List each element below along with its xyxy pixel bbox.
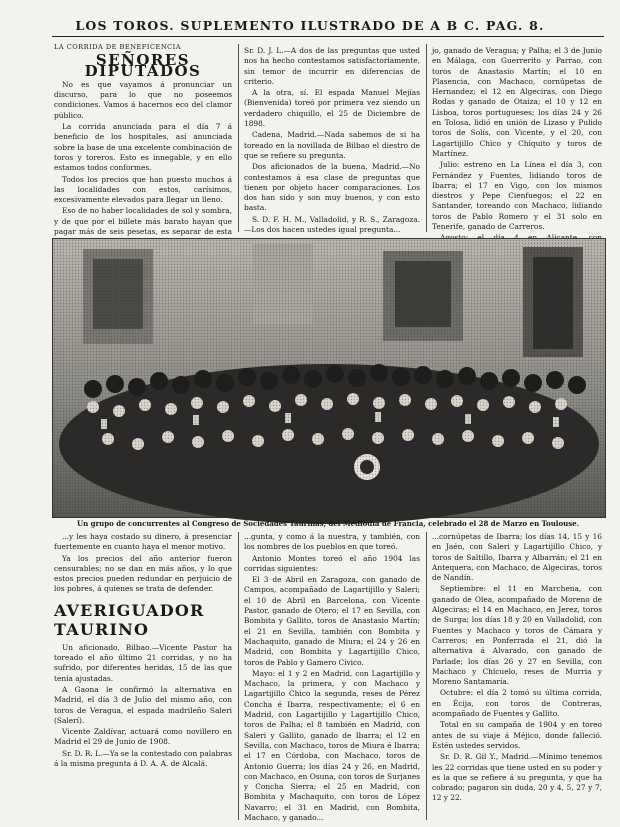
paragraph: Total en su campaña de 1904 y en toreo antes de su viaje á Méjico, donde falleció. Estén ustedes servidos.: [432, 720, 602, 750]
paragraph: Julio: estreno en La Línea el día 3, con Fernández y Fuentes, lidiando toros de Ibarra; el 17 en Vigo, con los mismos diestros y Pepe Cienfuegos; el 22 en Santander, toreando con Machaco, lidiando toros de Pablo Romero y el 31 solo en Tenerife, ganado de Carreros.: [432, 160, 602, 232]
averiguador-taurino-article: [54, 532, 232, 822]
paragraph: Septiembre: el 11 en Marchena, con ganado de Olea, acompañado de Moreno de Algeciras; el 14 en Machaco, en Jerez, toros de Surga; los días 18 y 20 en Valladolid, con Fuentes y Machaco y toros de Cámara y Carreros; en Ponferrada el 21, dió la alternativa á Alvarado, con ganado de Parlade; los días 26 y 27 en Sevilla, con Machaco y Chicuelo, reses de Murria y Moreno Santamaría.: [432, 584, 602, 687]
toreo-list-top: [432, 46, 602, 234]
paragraph: Ya los precios del año anterior fueron censurables; no se dan en más años, y lo que estos precios pueden redundar en perjuicio de los pobres, á quienes se trata de defender.: [54, 553, 232, 594]
section-label: LA CORRIDA DE BENEFICENCIA: [54, 43, 182, 51]
page-header: LOS TOROS. SUPLEMENTO ILUSTRADO DE A B C. PAG. 8.: [75, 18, 545, 33]
answer-paragraph: A Gaona le confirmó la alternativa en Madrid, el día 3 de Julio del mismo año, con toros de Veragua, el espada madrileño Saleri (Salerí).: [54, 684, 232, 725]
paragraph: No es que vayamos á pronunciar un discurso, para lo que no poseemos condiciones. Vamos á hacernos eco del clamor público.: [54, 79, 232, 120]
paragraph: Sr. D. R. Gil Y., Madrid.—Mínimo tenemos les 22 corridas que tiene usted en su poder y es la que se refiere á su pregunta, y que ha cobrado; pagaron sin duda, 20 y 4, 5, 27 y 7, 12 y 22.: [432, 752, 602, 803]
answer-paragraph: Dos aficionados de la buena, Madrid.—No contestamos á esa clase de preguntas que tienen por objeto hacer comparaciones. Los dos han sido y son muy buenos, y con esto basta.: [244, 162, 420, 213]
article-headline: AVERIGUADOR TAURINO: [54, 600, 205, 639]
column-divider: [426, 44, 427, 232]
paragraph: La corrida anunciada para el día 7 á beneficio de los hospitales, así anunciada sobre la base de una excelente combinación de toros y toreros. Esto es innegable, y en ello estamos todos conformes.: [54, 122, 232, 173]
answer-paragraph: A la otra, sí. El espada Manuel Mejías (Bienvenida) toreó por primera vez siendo un verdadero chiquillo, el 25 de Diciembre de 1898.: [244, 88, 420, 129]
paragraph: Mayo: el 1 y 2 en Madrid, con Lagartijillo y Machaco, la primera, y con Machaco y Lagartijillo Chico la segunda, reses de Pérez Concha é Ibarra, respectivamente; el 6 en Madrid, con Lagartijillo y Lagartijillo Chico, toros de Palha; el 8 también en Madrid, con Saleri y Gallito, ganado de Ibarra; el 12 en Sevilla, con Machaco, toros de Miura é Ibarra; el 17 en Córdoba, con Machaco, toros de Antonio Guerra; los días 24 y 26, en Madrid, con Machaco, en Osuna, con toros de Surjanes y Concha Sierra; el 25 en Madrid, con Bombita y Machaquito, con toros de López Navarro; el 31 en Madrid, con Bombita, Machaco, y ganado...: [244, 668, 420, 823]
answer-paragraph: Vicente Zaldívar, actuará como novillero en Madrid el 29 de Junio de 1908.: [54, 727, 232, 747]
answer-paragraph: Cadena, Madrid.—Nada sabemos de si ha toreado en la novillada de Bilbao el diestro de que se refiere su pregunta.: [244, 130, 420, 160]
answer-paragraph: Un aficionado, Bilbao.—Vicente Pastor ha toreado el año último 21 corridas, y no ha sufrido, por diferentes heridas, 15 de las que tenía ajustadas.: [54, 642, 232, 683]
paragraph: Eso de no haber localidades de sol y sombra, y de que por el billete más barato hayan que pagar más de seis pesetas, es separar de esta: [54, 206, 232, 237]
column-divider: [426, 532, 427, 820]
photo-illustration: [53, 239, 605, 517]
article-headline: SEÑORES DIPUTADOS: [84, 51, 202, 80]
article-senores-diputados: [54, 42, 232, 237]
paragraph: Todos los precios que han puesto muchos á las localidades con estos, carísimos, excesivamente elevados para llegar un lleno.: [54, 174, 232, 205]
paragraph: ...y les haya costado su dinero, á presenciar fuertemente en cuanto haya el menor motivo.: [54, 532, 232, 552]
group-photograph: [52, 238, 606, 518]
paragraph: ...gunta, y como á la nuestra, y también, con los nombres de los pueblos en que toreó.: [244, 532, 420, 552]
answer-paragraph: Sr. D. J. L.—A dos de las preguntas que usted nos ha hecho contestamos satisfactoriamente, sin temor de incurrir en diferencias de criterio.: [244, 46, 420, 86]
paragraph: ...cornúpetas de Ibarra; los días 14, 15 y 16 en Jaén, con Saleri y Lagartijillo Chico, y toros de Saltillo, Ibarra y Albarrán; el 21 en Antequera, con Machaco, de Algeciras, toros de Nandín.: [432, 532, 602, 583]
antonio-montes-corridas: [244, 532, 420, 822]
header-rule: [52, 36, 604, 37]
answer-paragraph: Sr. D. R. L.—Ya se la contestado con palabras á la misma pregunta á D. A. A. de Alcalá.: [54, 748, 232, 769]
paragraph: Antonio Montes toreó el año 1904 las corridas siguientes:: [244, 553, 420, 573]
paragraph: jo, ganado de Veragua; y Palha; el 3 de Junio en Málaga, con Guerrerito y Parrao, con toros de Anastasio Martín; el 10 en Plasencia, con Machaco, cornúpetas de Hernandez; el 12 en Algeciras, con Diego Rodas y ganado de Otaiza; el 10 y 12 en Lisboa, toros portugueses; los días 24 y 26 en Tolosa, lidió en unión de Lizaso y Pulido toros de Solís, con Vicente, y el 20, con Lagartijillo Chico y Chiquito y toros de Martínez.: [432, 46, 602, 158]
column-divider: [238, 532, 239, 820]
paragraph: Octubre: el día 2 tomó su última corrida, en Écija, con toros de Contreras, acompañado de Fuentes y Gallito.: [432, 688, 602, 719]
photo-caption: Un grupo de concurrentes al Congreso de Sociedades Taurinas, del Mediodía de Francia, celebrado el 28 de Marzo en Toulouse.: [76, 519, 580, 528]
answer-paragraph: S. D. F. H. M., Valladolid, y R. S., Zaragoza.—Los dos hacen ustedes igual pregunta...: [244, 214, 420, 235]
answers-column-top: [244, 46, 420, 234]
toreo-list-bottom: [432, 532, 602, 822]
paragraph: El 3 de Abril en Zaragoza, con ganado de Campos, acompañado de Lagartijillo y Saleri; el 10 de Abril en Barcelona, con Vicente Pastor, ganado de Otero; el 17 en Sevilla, con Bombita y Gallito, toros de Anastasio Martín; el 21 en Sevilla, también con Bombita y Machaquito, ganado de Miura; el 24 y 26 en Madrid, con Bombita y Lagartijillo Chico, toros de Pablo y Gamero Cívico.: [244, 575, 420, 667]
column-divider: [238, 44, 239, 232]
